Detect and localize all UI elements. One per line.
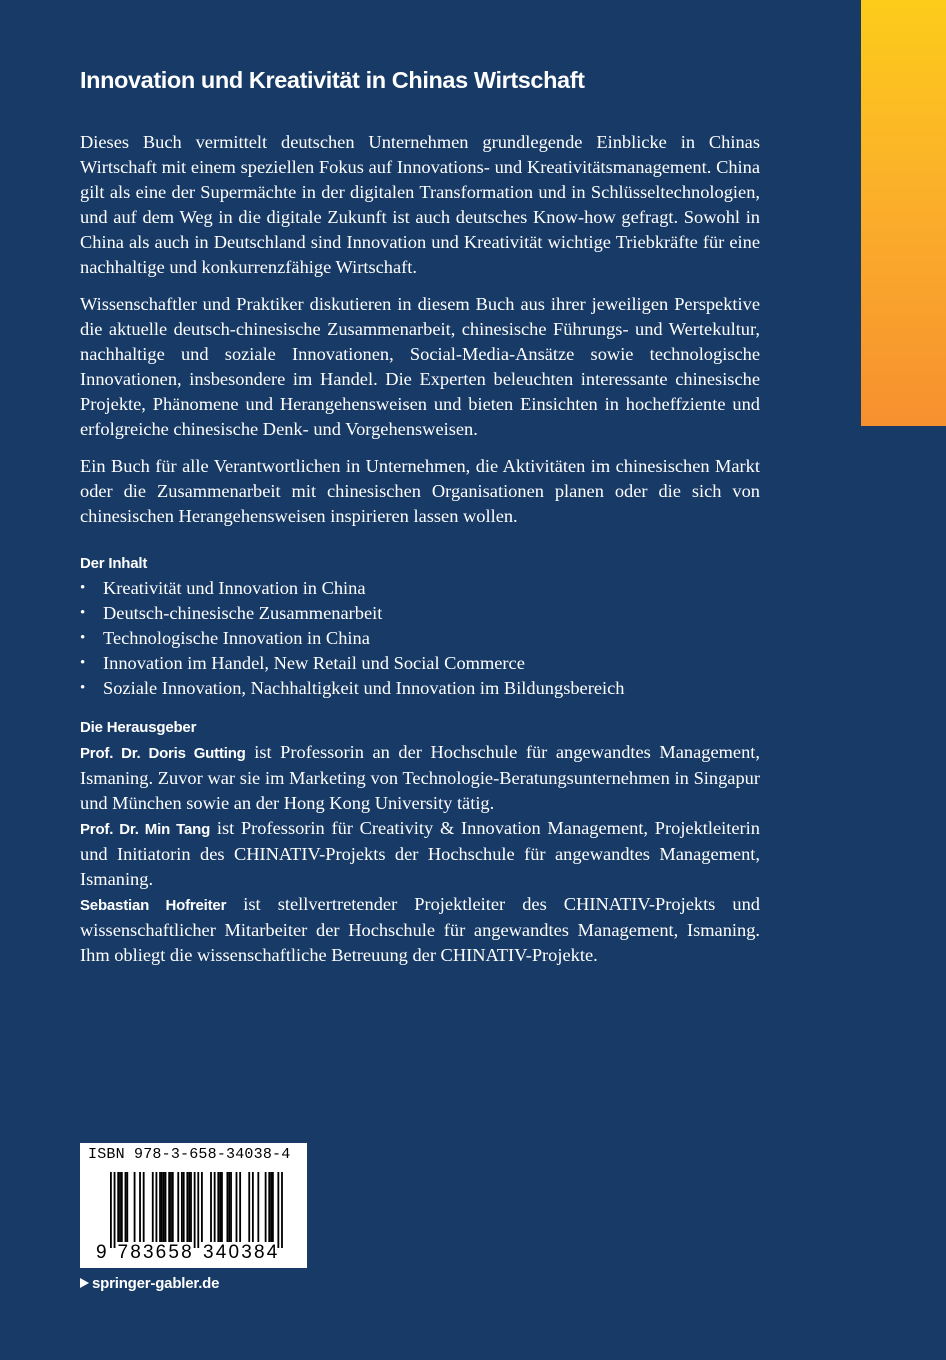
barcode-bar: [239, 1172, 241, 1242]
bullet-icon: •: [80, 680, 86, 696]
barcode-bar: [214, 1172, 216, 1242]
barcode-bar: [219, 1172, 221, 1242]
barcode-bar: [265, 1172, 267, 1242]
publisher-website[interactable]: [80, 1274, 219, 1294]
barcode-bar: [252, 1172, 254, 1242]
editor-entry: [80, 816, 760, 892]
barcode-bar: [226, 1172, 228, 1242]
barcode-digit: 8: [181, 1242, 192, 1263]
barcode-digit: 8: [130, 1242, 141, 1263]
barcode-bar: [161, 1172, 163, 1242]
barcode-bar: [188, 1172, 190, 1242]
barcode-bar: [221, 1172, 223, 1242]
barcode-bars: [80, 1168, 307, 1248]
editor-entry: [80, 740, 760, 816]
barcode-bar: [281, 1172, 283, 1248]
barcode-bar: [152, 1172, 154, 1242]
barcode-bar: [125, 1172, 127, 1242]
barcode-bar: [172, 1172, 174, 1242]
barcode-bar: [248, 1172, 250, 1242]
contents-heading: Der Inhalt: [80, 555, 148, 572]
bullet-icon: •: [80, 605, 86, 621]
barcode-bar: [190, 1172, 192, 1242]
barcode-bar: [217, 1172, 219, 1242]
barcode-bar: [134, 1172, 136, 1242]
barcode-bar: [117, 1172, 119, 1242]
book-title: Innovation und Kreativität in Chinas Wirtschaft: [80, 67, 585, 93]
editor-bio: ist Professorin für Creativity & Innovation Management, Projektleiterin und Initiatorin des CHINATIV-Projekts der Hochschule für angewandtes Management, Ismaning.: [80, 818, 760, 889]
barcode-bar: [121, 1172, 123, 1242]
barcode-bar: [168, 1172, 170, 1242]
bullet-icon: •: [80, 580, 86, 596]
editor-name: Prof. Dr. Min Tang: [80, 821, 211, 838]
barcode-digit: 6: [155, 1242, 167, 1263]
barcode-digit: 9: [96, 1242, 107, 1263]
website-url: springer-gabler.de: [92, 1275, 220, 1292]
barcode-bar: [163, 1172, 165, 1242]
barcode-bar: [126, 1172, 128, 1242]
list-item: [80, 676, 760, 701]
description-paragraph-3: Ein Buch für alle Verantwortlichen in Unternehmen, die Aktivitäten im chinesischen Markt oder die Zusammenarbeit mit chinesischen Organisationen planen oder die sich von chinesischen Herangehensweisen inspirieren lassen wollen.: [80, 456, 760, 526]
barcode-digit: 4: [215, 1242, 227, 1263]
barcode-bar: [156, 1172, 158, 1242]
barcode-digit: 7: [117, 1242, 129, 1263]
barcode-bar: [110, 1172, 112, 1248]
barcode-bar: [159, 1172, 161, 1242]
barcode-bar: [165, 1172, 167, 1242]
barcode-bar: [230, 1172, 232, 1242]
contents-list: [80, 576, 760, 701]
barcode-digit: 3: [142, 1242, 154, 1263]
list-item: [80, 576, 760, 601]
bullet-icon: •: [80, 655, 86, 671]
barcode-bar: [197, 1172, 199, 1248]
list-item-text: Technologische Innovation in China: [103, 628, 370, 648]
barcode-digit: 5: [168, 1242, 179, 1263]
editors-heading: Die Herausgeber: [80, 719, 197, 736]
editor-name: Sebastian Hofreiter: [80, 897, 227, 914]
isbn-number: ISBN 978-3-658-34038-4: [88, 1146, 291, 1163]
barcode-bar: [270, 1172, 272, 1242]
barcode-digit: 3: [241, 1242, 252, 1263]
list-item: [80, 651, 760, 676]
barcode-bar: [139, 1172, 141, 1242]
barcode-digit: 0: [228, 1242, 240, 1263]
barcode-bar: [194, 1172, 196, 1248]
editor-name: Prof. Dr. Doris Gutting: [80, 745, 246, 762]
list-item-text: Soziale Innovation, Nachhaltigkeit und Innovation im Bildungsbereich: [103, 678, 625, 698]
description-paragraph-1: Dieses Buch vermittelt deutschen Unternehmen grundlegende Einblicke in Chinas Wirtschaft mit einem speziellen Fokus auf Innovations- und Kreativitätsmanagement. China gilt als eine der Supermächte in der digitalen Transformation und in Schlüsseltechnologien, und auf dem Weg in die digitale Zukunft ist auch deutsches Know-how gefragt. Sowohl in China als auch in Deutschland sind Innovation und Kreativität wichtige Triebkräfte für eine nachhaltige und konkurrenzfähige Wirtschaft.: [80, 132, 760, 277]
barcode-bar: [186, 1172, 188, 1242]
barcode-bar: [277, 1172, 279, 1248]
list-item: [80, 601, 760, 626]
barcode-bar: [183, 1172, 185, 1242]
accent-color-bar: [861, 0, 946, 426]
barcode-bar: [170, 1172, 172, 1242]
barcode-bar: [228, 1172, 230, 1242]
isbn-barcode: [80, 1143, 307, 1268]
list-item-text: Innovation im Handel, New Retail und Social Commerce: [103, 653, 525, 673]
description-paragraph-2: Wissenschaftler und Praktiker diskutieren in diesem Buch aus ihrer jeweiligen Perspektive die aktuelle deutsch-chinesische Zusammenarbeit, chinesische Führungs- und Wertekultur, nachhaltige und soziale Innovationen, Social-Media-Ansätze sowie technologische Innovationen, insbesondere im Handel. Die Experten beleuchten interessante chinesische Projekte, Phänomene und Herangehensweisen und bieten Einsichten in hocheffziente und erfolgreiche chinesische Denk- und Vorgehensweisen.: [80, 294, 760, 439]
bullet-icon: •: [80, 630, 86, 646]
list-item-text: Kreativität und Innovation in China: [103, 578, 366, 598]
barcode-bar: [181, 1172, 183, 1242]
barcode-digit: 4: [266, 1242, 278, 1263]
list-item: [80, 626, 760, 651]
editor-entry: [80, 892, 760, 968]
barcode-bar: [268, 1172, 270, 1242]
barcode-digit: 8: [253, 1242, 265, 1263]
barcode-bar: [119, 1172, 121, 1242]
list-item-text: Deutsch-chinesische Zusammenarbeit: [103, 603, 383, 623]
barcode-bar: [177, 1172, 179, 1242]
barcode-bar: [114, 1172, 116, 1248]
editor-bio: ist stellvertretender Projektleiter des CHINATIV-Projekts und wissenschaftlicher Mitarbeiter der Hochschule für angewandtes Management, Ismaning. Ihm obliegt die wissenschaftliche Betreuung der CHINATIV-Projekte.: [80, 894, 760, 965]
barcode-bar: [236, 1172, 238, 1242]
barcode-digit: 3: [203, 1242, 214, 1263]
editor-bio: ist Professorin an der Hochschule für angewandtes Management, Ismaning. Zuvor war sie im Marketing von Technologie-Beratungsunternehmen in Singapur und München sowie an der Hong Kong University tätig.: [80, 742, 760, 813]
barcode-bar: [210, 1172, 212, 1242]
barcode-bar: [143, 1172, 145, 1242]
barcode-bar: [272, 1172, 274, 1242]
arrow-right-icon: [80, 1278, 89, 1288]
barcode-bar: [201, 1172, 203, 1242]
barcode-bar: [257, 1172, 259, 1242]
back-cover-content: [80, 64, 760, 968]
